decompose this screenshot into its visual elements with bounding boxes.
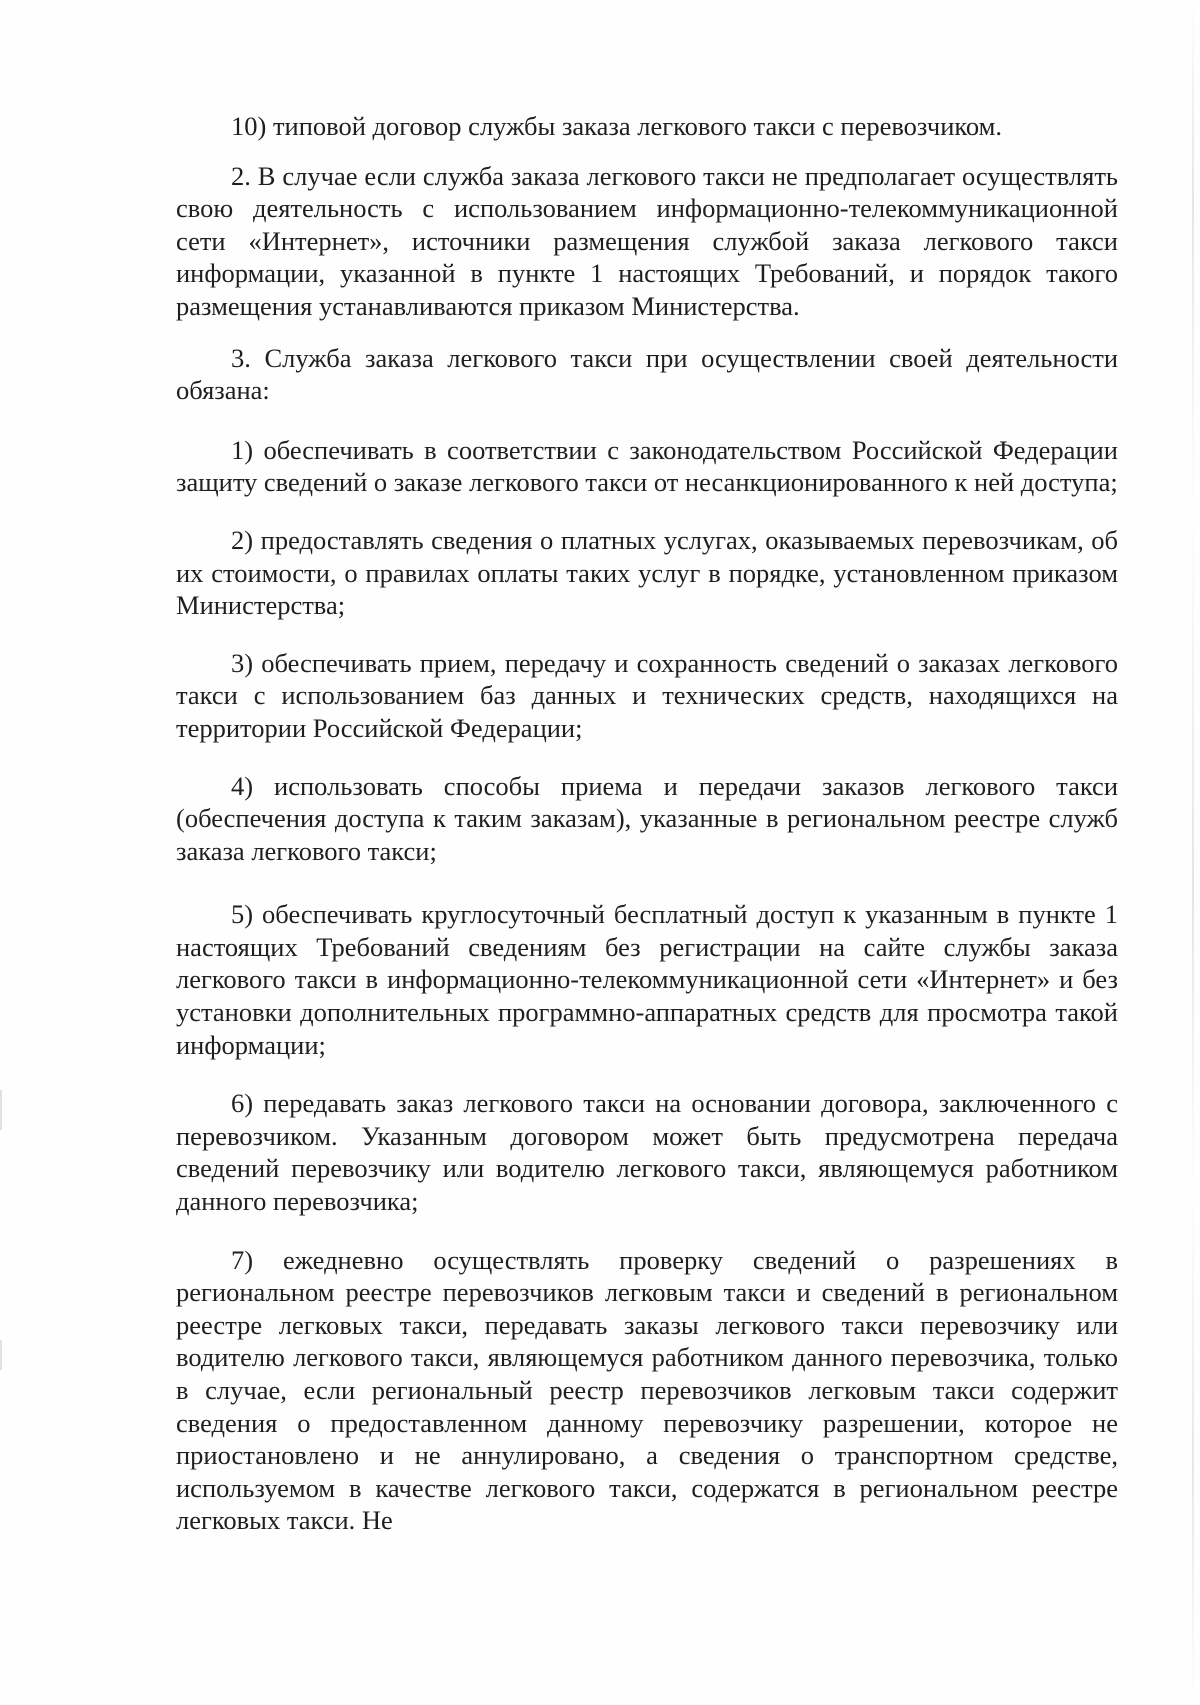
- scan-edge-artifact: [1192, 0, 1194, 1705]
- paragraph-item-10: 10) типовой договор службы заказа легкового такси с перевозчиком.: [231, 111, 1003, 141]
- paragraph-item-4: 4) использовать способы приема и передачи заказов легкового такси (обеспечения доступа к таким заказам), указанные в региональном реестре служб заказа легкового такси;: [176, 770, 1118, 866]
- paragraph-item-3: 3) обеспечивать прием, передачу и сохранность сведений о заказах легкового такси с использованием баз данных и технических средств, находящихся на территории Российской Федерации;: [176, 647, 1118, 743]
- paragraph-item-2: 2) предоставлять сведения о платных услугах, оказываемых перевозчикам, об их стоимости, о правилах оплаты таких услуг в порядке, установленном приказом Министерства;: [176, 524, 1118, 621]
- paragraph-item-7: 7) ежедневно осуществлять проверку сведений о разрешениях в региональном реестре перевозчиков легковым такси и сведений в региональном реестре легковых такси, передавать заказы легкового такси перевозчику или водителю легкового такси, являющемуся работником данного перевозчика, только в случае, если региональный реестр перевозчиков легковым такси содержит сведения о предоставленном данному перевозчику разрешении, которое не приостановлено и не аннулировано, а сведения о транспортном средстве, используемом в качестве легкового такси, содержатся в региональном реестре легковых такси. Не: [176, 1244, 1118, 1536]
- paragraph-item-5: 5) обеспечивать круглосуточный бесплатный доступ к указанным в пункте 1 настоящих Требований сведениям без регистрации на сайте службы заказа легкового такси в информационно-телекоммуникационной сети «Интернет» и без установки дополнительных программно-аппаратных средств для просмотра такой информации;: [176, 899, 1118, 1060]
- paragraph-item-6: 6) передавать заказ легкового такси на основании договора, заключенного с перевозчиком. Указанным договором может быть предусмотрена передача сведений перевозчику или водителю легкового такси, являющемуся работником данного перевозчика;: [176, 1088, 1118, 1217]
- paragraph-clause-3: 3. Служба заказа легкового такси при осуществлении своей деятельности обязана:: [176, 342, 1118, 406]
- document-body: [176, 110, 1118, 1561]
- paragraph-clause-2: 2. В случае если служба заказа легкового такси не предполагает осуществлять свою деятельность с использованием информационно-телекоммуникационной сети «Интернет», источники размещения службой заказа легкового такси информации, указанной в пункте 1 настоящих Требований, и порядок такого размещения устанавливаются приказом Министерства.: [176, 160, 1118, 321]
- scan-mark-artifact: [0, 1090, 2, 1130]
- paragraph-item-1: 1) обеспечивать в соответствии с законодательством Российской Федерации защиту сведений о заказе легкового такси от несанкционированного к ней доступа;: [176, 434, 1118, 498]
- scan-mark-artifact: [0, 1340, 2, 1370]
